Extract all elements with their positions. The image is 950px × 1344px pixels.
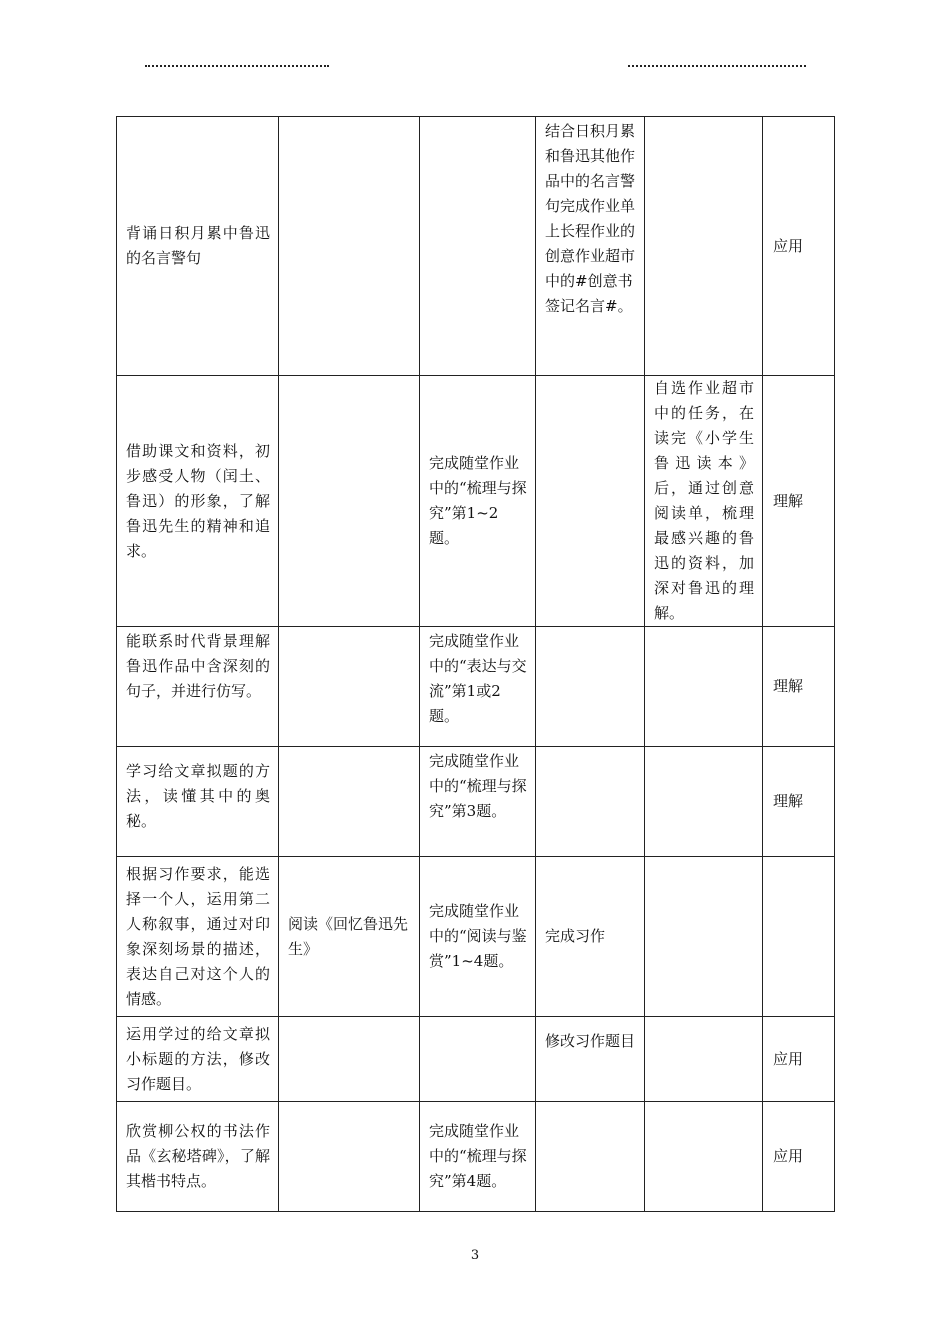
before-class-cell [279,1017,420,1102]
after-class-cell: 结合日积月累和鲁迅其他作品中的名言警句完成作业单上长程作业的创意作业超市中的#创意书签记名言#。 [536,117,645,376]
before-class-cell [279,627,420,747]
table-row [117,747,835,857]
level-cell: 应用 [763,1102,835,1212]
before-class-cell [279,376,420,627]
level-cell: 应用 [763,117,835,376]
before-class-cell [279,747,420,857]
table-row [117,1017,835,1102]
homework-design-table [116,116,835,1212]
page-number: 3 [470,1248,480,1263]
table-row [117,376,835,627]
in-class-cell [420,117,536,376]
before-class-cell: 阅读《回忆鲁迅先生》 [279,857,420,1017]
after-class-cell [536,1102,645,1212]
objective-cell: 欣赏柳公权的书法作品《玄秘塔碑》，了解其楷书特点。 [117,1102,279,1212]
optional-cell [645,747,763,857]
optional-cell [645,627,763,747]
after-class-cell [536,376,645,627]
objective-cell: 学习给文章拟题的方法，读懂其中的奥秘。 [117,747,279,857]
level-cell: 理解 [763,627,835,747]
objective-cell: 背诵日积月累中鲁迅的名言警句 [117,117,279,376]
table-row [117,117,835,376]
objective-cell: 根据习作要求，能选择一个人，运用第二人称叙事，通过对印象深刻场景的描述，表达自己对这个人的情感。 [117,857,279,1017]
in-class-cell: 完成随堂作业中的“梳理与探究”第4题。 [420,1102,536,1212]
optional-cell [645,117,763,376]
header-dotted-line-right [628,65,806,67]
after-class-cell: 完成习作 [536,857,645,1017]
after-class-cell [536,747,645,857]
in-class-cell: 完成随堂作业中的“梳理与探究”第3题。 [420,747,536,857]
in-class-cell: 完成随堂作业中的“阅读与鉴赏”1~4题。 [420,857,536,1017]
objective-cell: 能联系时代背景理解鲁迅作品中含深刻的句子，并进行仿写。 [117,627,279,747]
after-class-cell: 修改习作题目 [536,1017,645,1102]
in-class-cell [420,1017,536,1102]
before-class-cell [279,1102,420,1212]
level-cell [763,857,835,1017]
in-class-cell: 完成随堂作业中的“梳理与探究”第1~2题。 [420,376,536,627]
table-row [117,1102,835,1212]
header-dotted-line-left [145,65,329,67]
optional-cell [645,857,763,1017]
objective-cell: 运用学过的给文章拟小标题的方法，修改习作题目。 [117,1017,279,1102]
optional-cell: 自选作业超市中的任务，在读完《小学生鲁迅读本》后，通过创意阅读单，梳理最感兴趣的鲁迅的资料，加深对鲁迅的理解。 [645,376,763,627]
in-class-cell: 完成随堂作业中的“表达与交流”第1或2题。 [420,627,536,747]
level-cell: 理解 [763,747,835,857]
table-row [117,857,835,1017]
after-class-cell [536,627,645,747]
optional-cell [645,1102,763,1212]
level-cell: 应用 [763,1017,835,1102]
optional-cell [645,1017,763,1102]
before-class-cell [279,117,420,376]
objective-cell: 借助课文和资料，初步感受人物（闰土、鲁迅）的形象，了解鲁迅先生的精神和追求。 [117,376,279,627]
table-row [117,627,835,747]
level-cell: 理解 [763,376,835,627]
